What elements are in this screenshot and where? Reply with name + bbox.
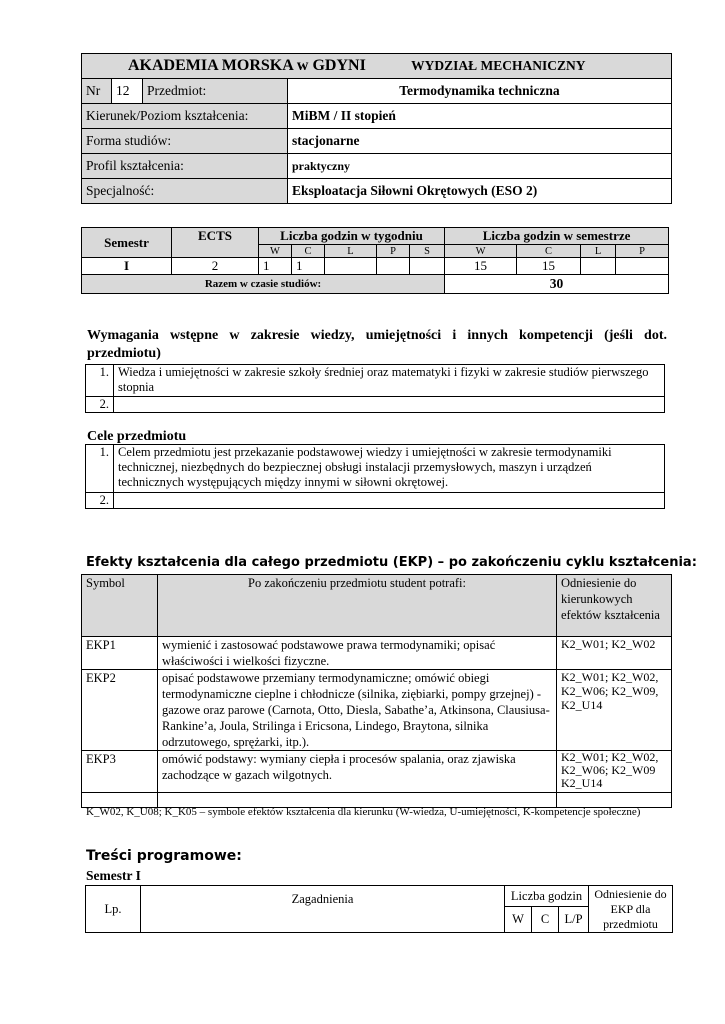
- requirement-number: 1.: [86, 365, 114, 397]
- effects-heading: Efekty kształcenia dla całego przedmiotu (EKP) – po zakończeniu cyklu kształcenia:: [86, 555, 697, 570]
- effects-table: [81, 574, 672, 808]
- sem-c-value: 15: [517, 258, 581, 275]
- week-col-c: C: [292, 245, 325, 258]
- week-col-s: S: [410, 245, 445, 258]
- course-header-table: [81, 53, 672, 204]
- hours-table: [81, 227, 669, 294]
- subject-label: Przedmiot:: [143, 79, 288, 104]
- hours-col-w: W: [505, 907, 532, 933]
- subject-value: Termodynamika techniczna: [288, 79, 672, 104]
- symbol-col-header: Symbol: [82, 575, 158, 637]
- topics-col-header: Zagadnienia: [141, 886, 505, 933]
- goal-number: 2.: [86, 493, 114, 509]
- semester-heading: Semestr I: [86, 868, 141, 883]
- field-label: Kierunek/Poziom kształcenia:: [82, 104, 288, 129]
- sem-col-p: P: [616, 245, 669, 258]
- ects-col-header: ECTS: [172, 228, 259, 258]
- academy-name: AKADEMIA MORSKA w GDYNI: [128, 57, 366, 74]
- requirement-text: Wiedza i umiejętności w zakresie szkoły średniej oraz matematyki i fizyki w zakresie studiów pierwszego stopnia: [114, 365, 665, 397]
- effect-description: omówić podstawy: wymiany ciepła i procesów spalania, oraz zjawiska zachodzące w gazach wilgotnych.: [158, 751, 557, 793]
- description-col-header: Po zakończeniu przedmiotu student potrafi:: [158, 575, 557, 637]
- sem-p-value: [616, 258, 669, 275]
- goals-table: [85, 444, 665, 509]
- reference-col-header: Odniesienie do kierunkowych efektów kształcenia: [557, 575, 672, 637]
- effect-symbol: EKP1: [82, 637, 158, 670]
- week-col-p: P: [377, 245, 410, 258]
- effect-description: opisać podstawowe przemiany termodynamiczne; omówić obiegi termodynamiczne cieplne i chłodnicze (silnika, ziębiarki, pompy grzejnej) - gazowe oraz parowe (Carnota, Otto, Diesla, Sabathe’a, Atkinsona, Clausiusa-Rankine’a, Joula, Strilinga i Ericsona, Lindego, Braytona, silnika odrzutowego, sprężarki, itp.).: [158, 670, 557, 751]
- lp-col-header: Lp.: [86, 886, 141, 933]
- program-heading: Treści programowe:: [86, 848, 242, 864]
- profile-label: Profil kształcenia:: [82, 154, 288, 179]
- week-s-value: [410, 258, 445, 275]
- effect-description: wymienić i zastosować podstawowe prawa termodynamiki; opisać właściwości i wielkości fizyczne.: [158, 637, 557, 670]
- sem-col-w: W: [445, 245, 517, 258]
- week-w-value: 1: [259, 258, 292, 275]
- semester-col-header: Semestr: [82, 228, 172, 258]
- field-value: MiBM / II stopień: [288, 104, 672, 129]
- week-l-value: [325, 258, 377, 275]
- goal-number: 1.: [86, 445, 114, 493]
- effect-reference: K2_W01; K2_W02, K2_W06; K2_W09 K2_U14: [557, 751, 672, 793]
- requirements-table: [85, 364, 665, 413]
- hours-col-c: C: [532, 907, 559, 933]
- hours-col-lp: L/P: [559, 907, 589, 933]
- sem-w-value: 15: [445, 258, 517, 275]
- effect-symbol: EKP3: [82, 751, 158, 793]
- total-label: Razem w czasie studiów:: [82, 275, 445, 294]
- header-title-cell: [82, 54, 672, 79]
- form-value: stacjonarne: [288, 129, 672, 154]
- sem-l-value: [581, 258, 616, 275]
- goals-heading: Cele przedmiotu: [87, 429, 187, 444]
- hours-col-header: Liczba godzin: [505, 886, 589, 907]
- requirement-text: [114, 397, 665, 413]
- form-label: Forma studiów:: [82, 129, 288, 154]
- faculty-name: WYDZIAŁ MECHANICZNY: [411, 58, 586, 73]
- week-p-value: [377, 258, 410, 275]
- sem-col-l: L: [581, 245, 616, 258]
- ects-value: 2: [172, 258, 259, 275]
- week-c-value: 1: [292, 258, 325, 275]
- semester-value: I: [82, 258, 172, 275]
- sem-col-c: C: [517, 245, 581, 258]
- effect-reference: K2_W01; K2_W02: [557, 637, 672, 670]
- week-col-w: W: [259, 245, 292, 258]
- specialty-label: Specjalność:: [82, 179, 288, 204]
- ekp-ref-col-header: Odniesienie do EKP dla przedmiotu: [589, 886, 673, 933]
- specialty-value: Eksploatacja Siłowni Okrętowych (ESO 2): [288, 179, 672, 204]
- goal-text: Celem przedmiotu jest przekazanie podstawowej wiedzy i umiejętności w zakresie termodynamiki technicznej, niezbędnych do bezpiecznej obsługi instalacji przemysłowych, maszyn i urządzeń technicznych występujących między innymi w siłowni okrętowej.: [114, 445, 665, 493]
- weekly-hours-header: Liczba godzin w tygodniu: [259, 228, 445, 245]
- effects-footnote: K_W02, K_U08; K_K05 – symbole efektów kształcenia dla kierunku (W-wiedza, U-umiejętności, K-kompetencje społeczne): [86, 806, 641, 818]
- profile-value: praktyczny: [288, 154, 672, 179]
- effect-reference: K2_W01; K2_W02, K2_W06; K2_W09, K2_U14: [557, 670, 672, 751]
- week-col-l: L: [325, 245, 377, 258]
- total-value: 30: [445, 275, 669, 294]
- goal-text: [114, 493, 665, 509]
- requirement-number: 2.: [86, 397, 114, 413]
- effect-symbol: EKP2: [82, 670, 158, 751]
- nr-value: 12: [112, 79, 143, 104]
- nr-label: Nr: [82, 79, 112, 104]
- program-table: [85, 885, 673, 933]
- requirements-heading: Wymagania wstępne w zakresie wiedzy, umiejętności i innych kompetencji (jeśli dot. przedmiotu): [87, 328, 667, 361]
- semester-hours-header: Liczba godzin w semestrze: [445, 228, 669, 245]
